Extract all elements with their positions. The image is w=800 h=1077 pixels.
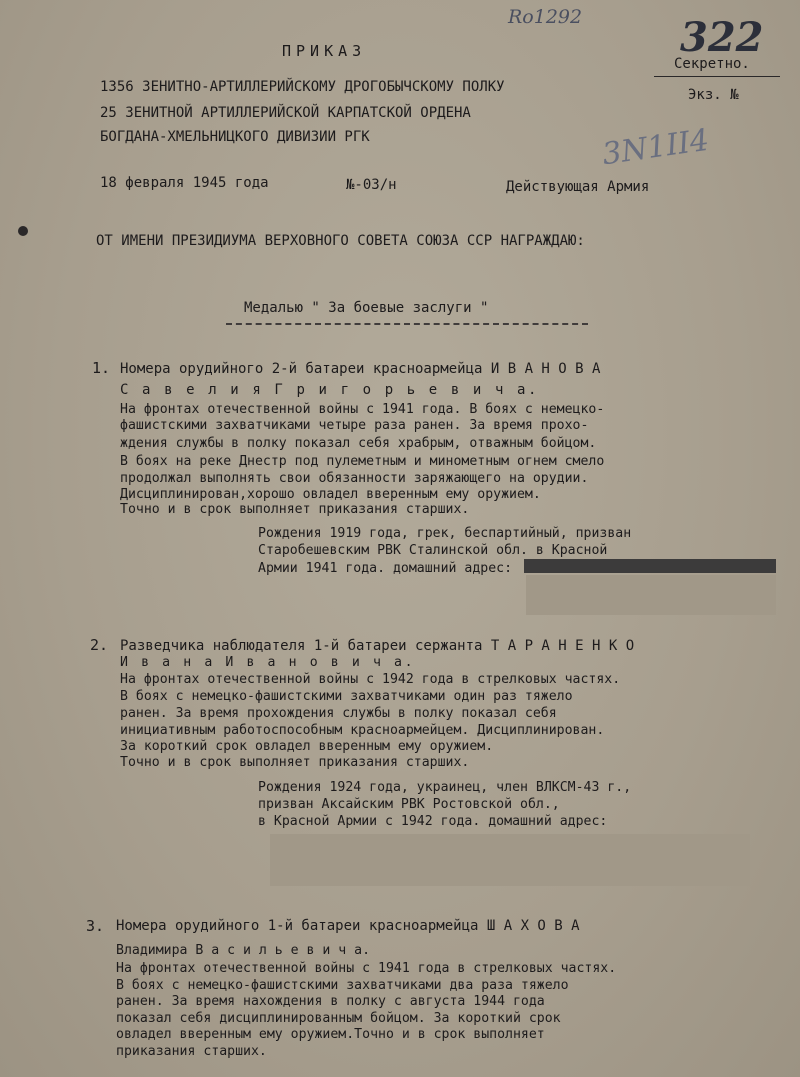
copy-label: Экз. № — [688, 87, 739, 103]
entry-1-line: Номера орудийного 2-й батареи красноармейца И В А Н О В А — [120, 361, 601, 377]
archive-number: Ro1292 — [508, 6, 583, 28]
entry-3-line: Номера орудийного 1-й батареи красноармейца Ш А Х О В А — [116, 918, 580, 934]
entry-3-line: ранен. За время нахождения в полку с августа 1944 года — [116, 994, 545, 1009]
secret-underline — [654, 76, 780, 77]
entry-2-line: В боях с немецко-фашистскими захватчиками один раз тяжело — [120, 689, 573, 704]
secret-label: Секретно. — [674, 56, 750, 72]
medal-title: Медалью " За боевые заслуги " — [244, 300, 489, 316]
entry-1-bio: Рождения 1919 года, грек, беспартийный, призван — [258, 526, 632, 541]
redacted-address — [524, 559, 776, 573]
entry-3-line: показал себя дисциплинированным бойцом. За короткий срок — [116, 1011, 561, 1026]
entry-3-number: 3. — [86, 917, 105, 935]
entry-2-line: На фронтах отечественной войны с 1942 года в стрелковых частях. — [120, 672, 621, 687]
handwritten-mark: 3N1II4 — [600, 122, 712, 173]
redacted-address — [526, 575, 776, 615]
preamble: ОТ ИМЕНИ ПРЕЗИДИУМА ВЕРХОВНОГО СОВЕТА СОЮЗА ССР НАГРАЖДАЮ: — [96, 233, 585, 249]
header-line-3: БОГДАНА-ХМЕЛЬНИЦКОГО ДИВИЗИИ РГК — [100, 129, 370, 145]
army-label: Действующая Армия — [506, 179, 650, 195]
entry-2-line: инициативным работоспособным красноармейцем. Дисциплинирован. — [120, 723, 605, 738]
entry-2-bio: Рождения 1924 года, украинец, член ВЛКСМ-43 г., — [258, 780, 632, 795]
entry-3-line: Владимира В а с и л ь е в и ч а. — [116, 943, 371, 958]
order-date: 18 февраля 1945 года — [100, 175, 269, 191]
medal-underline — [226, 323, 588, 325]
entry-1-line: продолжал выполнять свои обязанности заряжающего на орудии. — [120, 471, 589, 486]
header-line-1: 1356 ЗЕНИТНО-АРТИЛЛЕРИЙСКОМУ ДРОГОБЫЧСКОМУ ПОЛКУ — [100, 79, 505, 95]
entry-1-line: фашистскими захватчиками четыре раза ранен. За время прохо- — [120, 418, 589, 433]
redacted-address — [270, 834, 750, 886]
header-line-2: 25 ЗЕНИТНОЙ АРТИЛЛЕРИЙСКОЙ КАРПАТСКОЙ ОРДЕНА — [100, 105, 471, 121]
entry-1-number: 1. — [92, 359, 111, 377]
entry-2-line: ранен. За время прохождения службы в полку показал себя — [120, 706, 557, 721]
order-title: ПРИКАЗ — [282, 42, 367, 60]
entry-2-line: И в а н а И в а н о в и ч а. — [120, 655, 416, 670]
entry-1-line: Точно и в срок выполняет приказания старших. — [120, 502, 470, 517]
entry-2-bio: в Красной Армии с 1942 года. домашний адрес: — [258, 814, 608, 829]
entry-1-line: Дисциплинирован,хорошо овладел вверенным ему оружием. — [120, 487, 541, 502]
handwritten-number: 322 — [680, 14, 764, 61]
entry-1-line: С а в е л и я Г р и г о р ь е в и ч а. — [120, 382, 540, 398]
entry-2-bio: призван Аксайским РВК Ростовской обл., — [258, 797, 560, 812]
entry-1-line: В боях на реке Днестр под пулеметным и минометным огнем смело — [120, 454, 605, 469]
punch-hole — [18, 226, 28, 236]
entry-1-bio: Старобешевским РВК Сталинской обл. в Красной — [258, 543, 608, 558]
entry-3-line: овладел вверенным ему оружием.Точно и в срок выполняет — [116, 1027, 545, 1042]
entry-2-number: 2. — [90, 636, 109, 654]
entry-1-line: ждения службы в полку показал себя храбрым, отважным бойцом. — [120, 436, 597, 451]
entry-3-line: В боях с немецко-фашистскими захватчиками два раза тяжело — [116, 978, 569, 993]
entry-1-bio: Армии 1941 года. домашний адрес: — [258, 561, 513, 576]
entry-2-line: Разведчика наблюдателя 1-й батареи сержанта Т А Р А Н Е Н К О — [120, 638, 635, 654]
entry-2-line: Точно и в срок выполняет приказания старших. — [120, 755, 470, 770]
entry-3-line: приказания старших. — [116, 1044, 267, 1059]
entry-3-line: На фронтах отечественной войны с 1941 года в стрелковых частях. — [116, 961, 617, 976]
entry-2-line: За короткий срок овладел вверенным ему оружием. — [120, 739, 494, 754]
entry-1-line: На фронтах отечественной войны с 1941 года. В боях с немецко- — [120, 402, 605, 417]
order-number: №-03/н — [346, 177, 397, 193]
